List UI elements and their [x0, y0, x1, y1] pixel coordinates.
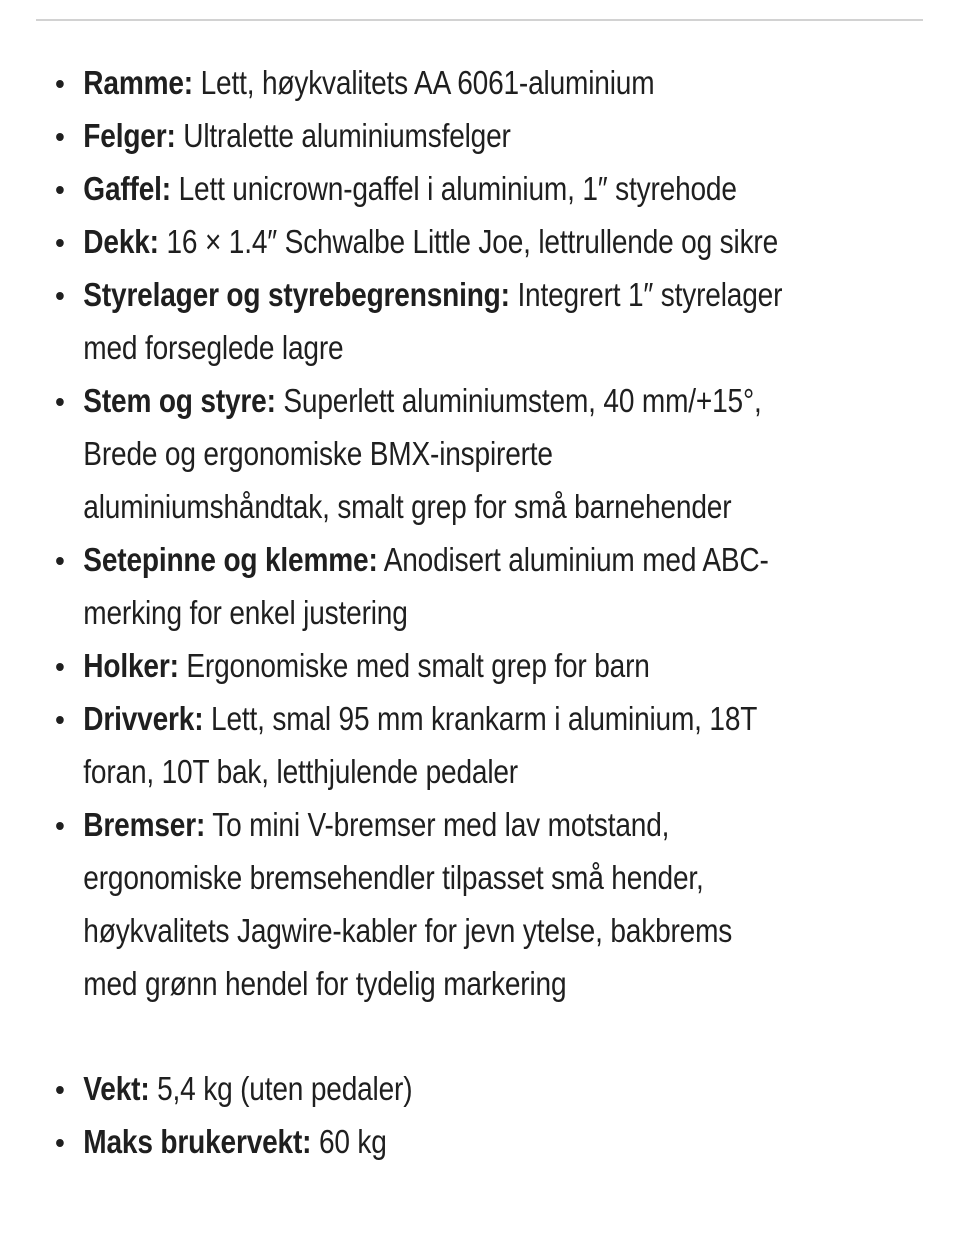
bullet-marker: [56, 398, 64, 406]
spec-label: Vekt:: [83, 1070, 150, 1107]
spec-label: Bremser:: [83, 806, 206, 843]
spec-list-item: [83, 639, 960, 692]
spec-label: Stem og styre:: [83, 382, 276, 419]
bullet-marker: [56, 133, 64, 141]
spec-value: Ergonomiske med smalt grep for barn: [186, 647, 650, 684]
spec-value: Anodisert aluminium med ABC- merking for enkel justering: [83, 541, 769, 631]
spec-value: Lett, høykvalitets AA 6061-aluminium: [200, 64, 655, 101]
spec-list-item: [83, 268, 960, 374]
spec-list-item: [83, 798, 960, 1010]
bullet-marker: [56, 822, 64, 830]
spec-list-item: [83, 215, 960, 268]
summary-list-item: [83, 1115, 960, 1168]
spec-list: [0, 56, 960, 1010]
spec-value: To mini V-bremser med lav motstand, ergonomiske bremsehendler tilpasset små hender, høykvalitets Jagwire-kabler for jevn ytelse, bakbrems med grønn hendel for tydelig markering: [83, 806, 733, 1002]
spec-list-item: [83, 533, 960, 639]
bullet-marker: [56, 80, 64, 88]
spec-label: Styrelager og styrebegrensning:: [83, 276, 510, 313]
bullet-marker: [56, 1139, 64, 1147]
bullet-marker: [56, 716, 64, 724]
spec-label: Drivverk:: [83, 700, 204, 737]
spec-list-item: [83, 162, 960, 215]
spec-value: 60 kg: [318, 1123, 387, 1160]
bullet-marker: [56, 292, 64, 300]
spec-value: Lett, smal 95 mm krankarm i aluminium, 18T foran, 10T bak, letthjulende pedaler: [83, 700, 758, 790]
spec-label: Holker:: [83, 647, 179, 684]
bullet-marker: [56, 1086, 64, 1094]
bullet-marker: [56, 239, 64, 247]
spec-list-item: [83, 374, 960, 533]
spec-label: Ramme:: [83, 64, 193, 101]
summary-list: [0, 1062, 960, 1168]
spec-content: [0, 56, 960, 1168]
summary-list-item: [83, 1062, 960, 1115]
bullet-marker: [56, 663, 64, 671]
spec-label: Setepinne og klemme:: [83, 541, 378, 578]
spec-list-item: [83, 109, 960, 162]
spec-value: Integrert 1″ styrelager med forseglede lagre: [83, 276, 783, 366]
spec-list-item: [83, 56, 960, 109]
bullet-marker: [56, 557, 64, 565]
spec-label: Dekk:: [83, 223, 159, 260]
spec-value: Lett unicrown-gaffel i aluminium, 1″ styrehode: [178, 170, 737, 207]
spec-value: Superlett aluminiumstem, 40 mm/+15°, Brede og ergonomiske BMX-inspirerte aluminiumshåndtak, smalt grep for små barnehender: [83, 382, 762, 525]
spec-label: Maks brukervekt:: [83, 1123, 312, 1160]
spec-value: 5,4 kg (uten pedaler): [157, 1070, 413, 1107]
spec-value: 16 × 1.4″ Schwalbe Little Joe, lettrullende og sikre: [166, 223, 779, 260]
bullet-marker: [56, 186, 64, 194]
top-divider: [36, 19, 923, 21]
spec-label: Felger:: [83, 117, 176, 154]
spec-label: Gaffel:: [83, 170, 171, 207]
spec-list-item: [83, 692, 960, 798]
spec-value: Ultralette aluminiumsfelger: [183, 117, 511, 154]
